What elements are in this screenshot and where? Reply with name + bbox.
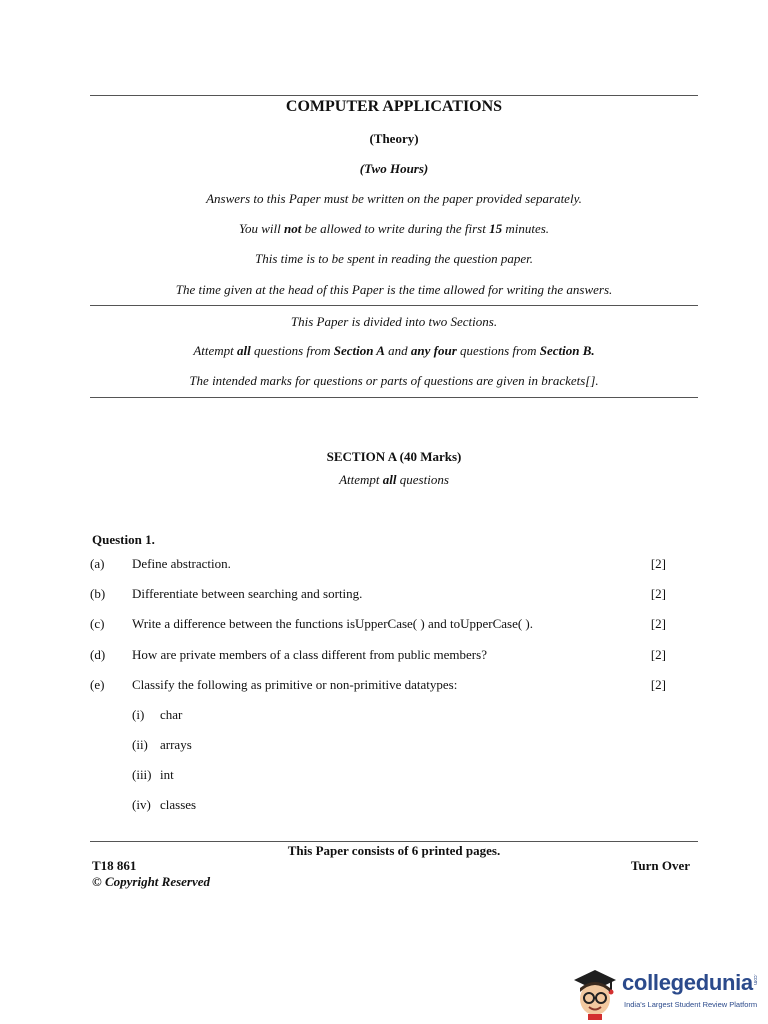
paper-subtitle: (Theory) (369, 131, 419, 146)
brand-name: collegedunia (622, 970, 753, 995)
pages-note: This Paper consists of 6 printed pages. (287, 843, 501, 858)
brand-suffix: .com (752, 974, 758, 985)
part-text: Write a difference between the functions isUpperCase( ) and toUpperCase( ). (132, 616, 533, 631)
part-letter: (e) (90, 677, 105, 692)
part-marks: [2] (650, 647, 666, 662)
subpart-ii: (ii) arrays (132, 737, 192, 752)
instruction-line-5: This Paper is divided into two Sections. (290, 314, 498, 329)
top-divider (90, 95, 698, 96)
section-subtitle: Attempt all questions (339, 472, 449, 487)
collegedunia-watermark (570, 966, 760, 1020)
part-text: Define abstraction. (132, 556, 231, 571)
copyright: © Copyright Reserved (92, 874, 211, 889)
brand-tagline: India's Largest Student Review Platform (624, 1000, 758, 1009)
turn-over: Turn Over (630, 858, 690, 873)
part-text: Differentiate between searching and sorting. (132, 586, 363, 601)
bottom-header-divider (90, 397, 698, 398)
part-text: How are private members of a class different from public members? (132, 647, 487, 662)
middle-divider (90, 305, 698, 306)
instruction-line-3: This time is to be spent in reading the question paper. (255, 251, 533, 266)
part-marks: [2] (650, 616, 666, 631)
subpart-i: (i) char (132, 707, 183, 722)
part-marks: [2] (650, 556, 666, 571)
part-letter: (d) (90, 647, 106, 662)
instruction-line-6: Attempt all questions from Section A and any four questions from Section B. (193, 343, 595, 358)
question-heading: Question 1. (92, 532, 155, 547)
instruction-line-1: Answers to this Paper must be written on the paper provided separately. (206, 191, 582, 206)
section-title: SECTION A (40 Marks) (326, 449, 462, 464)
footer-divider (90, 841, 698, 842)
instruction-line-7: The intended marks for questions or parts of questions are given in brackets[]. (189, 373, 599, 388)
paper-duration: (Two Hours) (359, 161, 429, 176)
mascot-graduate-icon (570, 966, 620, 1020)
part-letter: (a) (90, 556, 105, 571)
paper-code: T18 861 (92, 858, 137, 873)
instruction-line-2: You will not be allowed to write during the first 15 minutes. (238, 221, 550, 236)
part-letter: (c) (90, 616, 105, 631)
part-letter: (b) (90, 586, 106, 601)
paper-title: COMPUTER APPLICATIONS (285, 98, 503, 115)
part-marks: [2] (650, 586, 666, 601)
part-text: Classify the following as primitive or non-primitive datatypes: (132, 677, 458, 692)
subpart-iii: (iii) int (132, 767, 174, 782)
subpart-iv: (iv) classes (132, 797, 197, 812)
instruction-line-4: The time given at the head of this Paper is the time allowed for writing the answers. (175, 282, 613, 297)
part-marks: [2] (650, 677, 666, 692)
